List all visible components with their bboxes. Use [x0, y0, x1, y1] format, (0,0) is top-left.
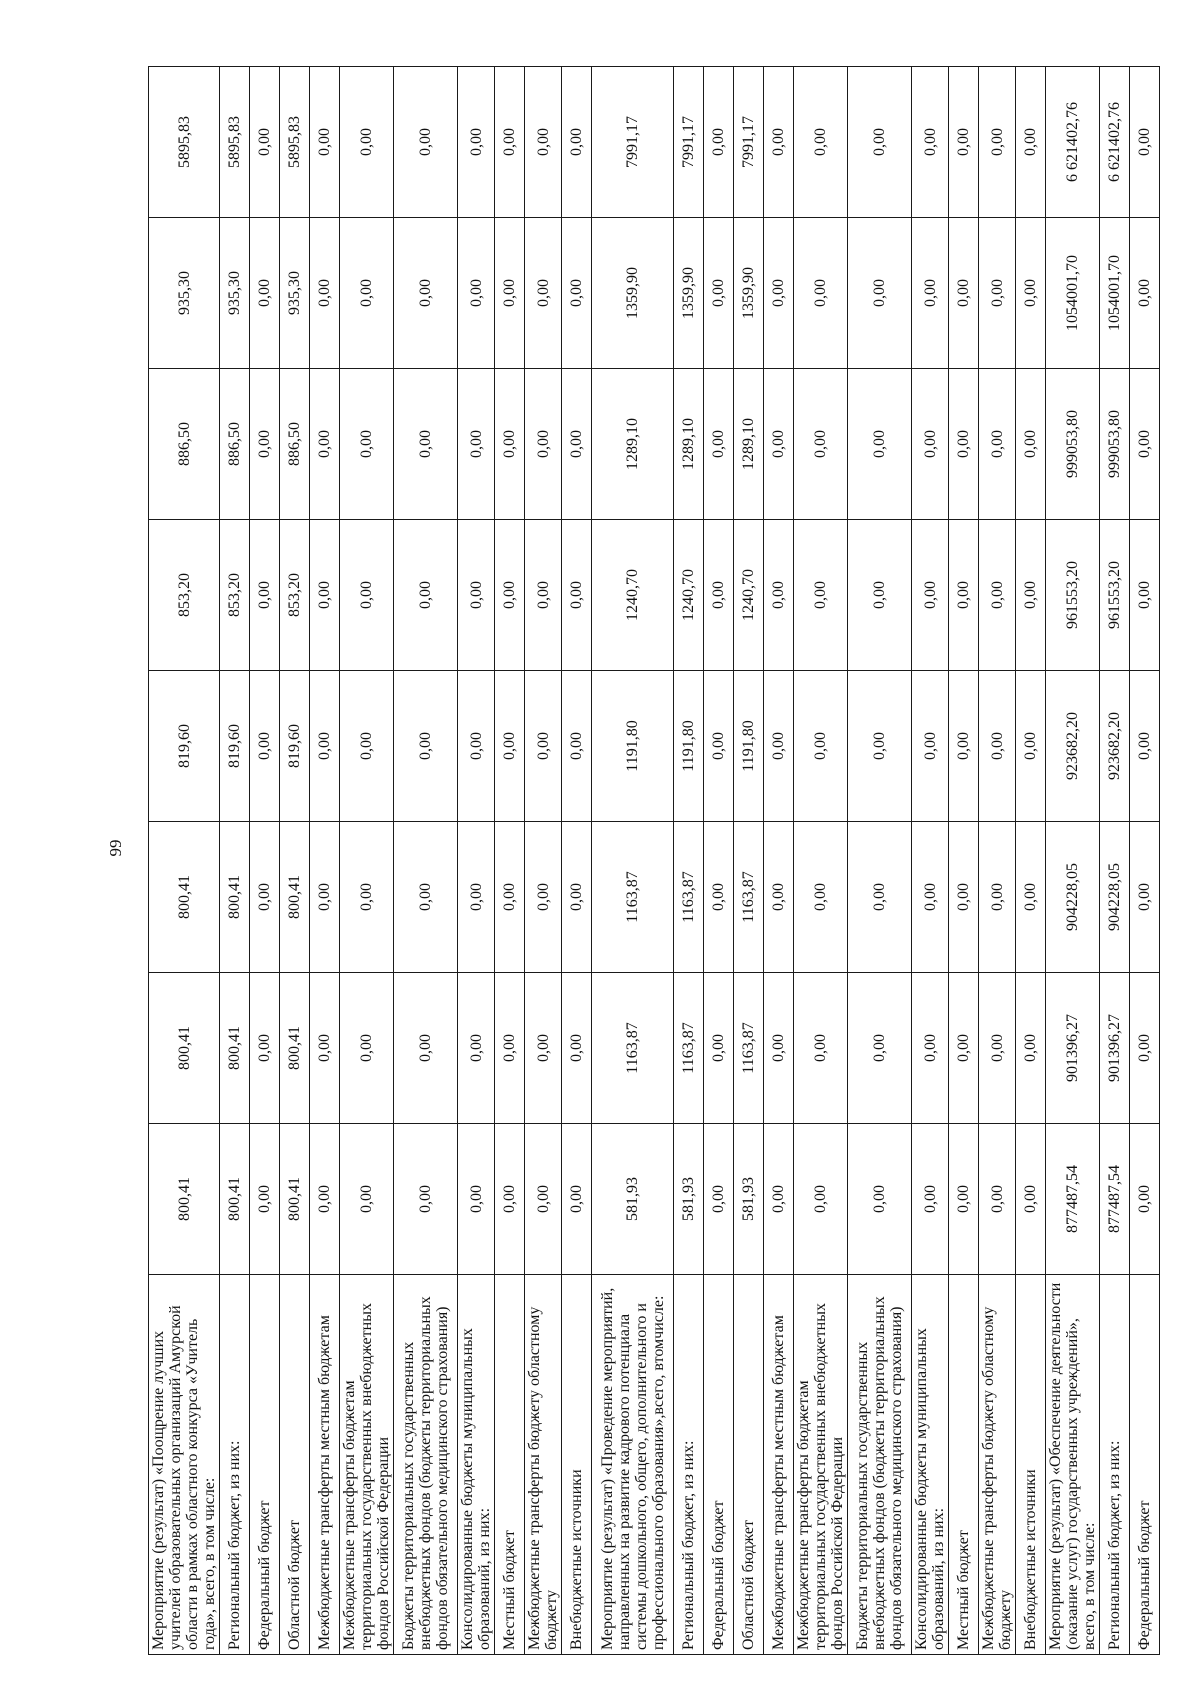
value-cell: 0,00 [310, 218, 340, 369]
value-cell: 877487,54 [1046, 1124, 1100, 1275]
value-cell: 800,41 [220, 1124, 250, 1275]
value-cell: 904228,05 [1046, 822, 1100, 973]
value-cell: 0,00 [1016, 67, 1046, 218]
value-cell: 1054001,70 [1100, 218, 1130, 369]
value-cell: 0,00 [250, 1124, 280, 1275]
value-cell: 0,00 [794, 973, 848, 1124]
value-cell: 1191,80 [592, 671, 674, 822]
value-cell: 0,00 [310, 973, 340, 1124]
page-number: 99 [106, 839, 125, 857]
value-cell: 0,00 [394, 520, 458, 671]
value-cell: 0,00 [979, 1124, 1016, 1275]
value-cell: 0,00 [912, 218, 949, 369]
table-row [949, 67, 979, 1655]
value-cell: 0,00 [340, 1124, 394, 1275]
value-cell: 0,00 [794, 67, 848, 218]
value-cell: 581,93 [734, 1124, 764, 1275]
table-row [310, 67, 340, 1655]
value-cell: 0,00 [794, 671, 848, 822]
value-cell: 0,00 [848, 822, 912, 973]
value-cell: 581,93 [592, 1124, 674, 1275]
value-cell: 0,00 [562, 822, 592, 973]
budget-table-body [149, 67, 1160, 1655]
value-cell: 0,00 [794, 822, 848, 973]
value-cell: 0,00 [912, 671, 949, 822]
value-cell: 0,00 [250, 973, 280, 1124]
value-cell: 0,00 [1130, 67, 1160, 218]
value-cell: 0,00 [340, 67, 394, 218]
value-cell: 0,00 [525, 822, 562, 973]
table-row [562, 67, 592, 1655]
value-cell: 0,00 [250, 671, 280, 822]
value-cell: 853,20 [149, 520, 220, 671]
value-cell: 0,00 [764, 822, 794, 973]
value-cell: 853,20 [220, 520, 250, 671]
value-cell: 0,00 [949, 973, 979, 1124]
value-cell: 7991,17 [674, 67, 704, 218]
table-row [1016, 67, 1046, 1655]
value-cell: 0,00 [848, 973, 912, 1124]
value-cell: 0,00 [458, 973, 495, 1124]
value-cell: 0,00 [912, 520, 949, 671]
table-row [525, 67, 562, 1655]
value-cell: 0,00 [764, 520, 794, 671]
value-cell: 0,00 [340, 218, 394, 369]
value-cell: 800,41 [280, 1124, 310, 1275]
value-cell: 800,41 [149, 822, 220, 973]
value-cell: 0,00 [704, 822, 734, 973]
value-cell: 1163,87 [734, 822, 764, 973]
table-row [794, 67, 848, 1655]
value-cell: 0,00 [764, 218, 794, 369]
value-cell: 0,00 [250, 822, 280, 973]
value-cell: 886,50 [149, 369, 220, 520]
value-cell: 935,30 [280, 218, 310, 369]
value-cell: 1289,10 [734, 369, 764, 520]
value-cell: 0,00 [949, 218, 979, 369]
table-row [250, 67, 280, 1655]
value-cell: 0,00 [495, 822, 525, 973]
value-cell: 0,00 [848, 218, 912, 369]
row-label: Федеральный бюджет [704, 1275, 734, 1655]
value-cell: 0,00 [340, 671, 394, 822]
value-cell: 0,00 [525, 520, 562, 671]
value-cell: 0,00 [912, 1124, 949, 1275]
value-cell: 0,00 [1016, 369, 1046, 520]
value-cell: 853,20 [280, 520, 310, 671]
row-label: Внебюджетные источники [1016, 1275, 1046, 1655]
value-cell: 0,00 [525, 1124, 562, 1275]
value-cell: 0,00 [495, 520, 525, 671]
value-cell: 1163,87 [592, 973, 674, 1124]
value-cell: 0,00 [250, 67, 280, 218]
row-label: Федеральный бюджет [250, 1275, 280, 1655]
value-cell: 0,00 [394, 822, 458, 973]
value-cell: 0,00 [1130, 822, 1160, 973]
value-cell: 0,00 [340, 520, 394, 671]
value-cell: 0,00 [458, 369, 495, 520]
value-cell: 0,00 [1130, 973, 1160, 1124]
value-cell: 935,30 [220, 218, 250, 369]
value-cell: 0,00 [912, 822, 949, 973]
value-cell: 0,00 [562, 67, 592, 218]
value-cell: 0,00 [1130, 1124, 1160, 1275]
value-cell: 0,00 [458, 520, 495, 671]
value-cell: 0,00 [764, 1124, 794, 1275]
value-cell: 819,60 [149, 671, 220, 822]
value-cell: 1163,87 [592, 822, 674, 973]
value-cell: 0,00 [495, 671, 525, 822]
value-cell: 0,00 [394, 67, 458, 218]
value-cell: 886,50 [220, 369, 250, 520]
table-row [592, 67, 674, 1655]
value-cell: 0,00 [794, 218, 848, 369]
value-cell: 0,00 [848, 369, 912, 520]
value-cell: 0,00 [979, 67, 1016, 218]
value-cell: 0,00 [495, 369, 525, 520]
value-cell: 5895,83 [149, 67, 220, 218]
value-cell: 1163,87 [734, 973, 764, 1124]
value-cell: 0,00 [704, 67, 734, 218]
value-cell: 5895,83 [280, 67, 310, 218]
value-cell: 0,00 [495, 67, 525, 218]
value-cell: 0,00 [1130, 369, 1160, 520]
value-cell: 800,41 [149, 973, 220, 1124]
row-label: Межбюджетные трансферты местным бюджетам [764, 1275, 794, 1655]
value-cell: 0,00 [310, 671, 340, 822]
budget-table [148, 66, 1160, 1655]
value-cell: 0,00 [562, 520, 592, 671]
value-cell: 0,00 [979, 218, 1016, 369]
value-cell: 0,00 [562, 218, 592, 369]
value-cell: 1359,90 [734, 218, 764, 369]
value-cell: 0,00 [525, 369, 562, 520]
value-cell: 0,00 [310, 1124, 340, 1275]
table-row [1100, 67, 1130, 1655]
value-cell: 961553,20 [1100, 520, 1130, 671]
row-label: Местный бюджет [949, 1275, 979, 1655]
value-cell: 1359,90 [674, 218, 704, 369]
value-cell: 0,00 [340, 822, 394, 973]
row-label: Консолидированные бюджеты муниципальных образований, из них: [458, 1275, 495, 1655]
table-row [149, 67, 220, 1655]
value-cell: 6 621402,76 [1100, 67, 1130, 218]
value-cell: 0,00 [1130, 218, 1160, 369]
value-cell: 0,00 [310, 369, 340, 520]
value-cell: 0,00 [949, 671, 979, 822]
value-cell: 0,00 [250, 369, 280, 520]
value-cell: 0,00 [495, 218, 525, 369]
value-cell: 0,00 [1130, 520, 1160, 671]
value-cell: 923682,20 [1046, 671, 1100, 822]
value-cell: 0,00 [394, 218, 458, 369]
row-label: Федеральный бюджет [1130, 1275, 1160, 1655]
value-cell: 0,00 [340, 973, 394, 1124]
value-cell: 999053,80 [1100, 369, 1130, 520]
value-cell: 0,00 [458, 1124, 495, 1275]
value-cell: 1240,70 [592, 520, 674, 671]
value-cell: 0,00 [848, 520, 912, 671]
value-cell: 0,00 [912, 369, 949, 520]
value-cell: 0,00 [525, 67, 562, 218]
value-cell: 0,00 [704, 369, 734, 520]
value-cell: 800,41 [280, 973, 310, 1124]
table-row [704, 67, 734, 1655]
table-row [734, 67, 764, 1655]
value-cell: 0,00 [525, 671, 562, 822]
value-cell: 0,00 [495, 1124, 525, 1275]
value-cell: 0,00 [848, 1124, 912, 1275]
value-cell: 0,00 [458, 671, 495, 822]
value-cell: 0,00 [912, 973, 949, 1124]
value-cell: 0,00 [949, 67, 979, 218]
value-cell: 877487,54 [1100, 1124, 1130, 1275]
table-row [280, 67, 310, 1655]
value-cell: 0,00 [764, 671, 794, 822]
value-cell: 961553,20 [1046, 520, 1100, 671]
value-cell: 0,00 [1016, 1124, 1046, 1275]
value-cell: 0,00 [704, 520, 734, 671]
row-label: Межбюджетные трансферты местным бюджетам [310, 1275, 340, 1655]
value-cell: 0,00 [848, 671, 912, 822]
value-cell: 0,00 [704, 1124, 734, 1275]
value-cell: 800,41 [149, 1124, 220, 1275]
value-cell: 0,00 [764, 67, 794, 218]
value-cell: 0,00 [979, 973, 1016, 1124]
value-cell: 901396,27 [1100, 973, 1130, 1124]
value-cell: 0,00 [704, 218, 734, 369]
value-cell: 0,00 [394, 973, 458, 1124]
value-cell: 1191,80 [734, 671, 764, 822]
value-cell: 0,00 [340, 369, 394, 520]
table-row [1046, 67, 1100, 1655]
value-cell: 0,00 [458, 822, 495, 973]
value-cell: 0,00 [394, 671, 458, 822]
row-label: Бюджеты территориальных государственных внебюджетных фондов (бюджеты территориальных фондов обязательного медицинского страхования) [394, 1275, 458, 1655]
row-label: Внебюджетные источники [562, 1275, 592, 1655]
value-cell: 0,00 [562, 671, 592, 822]
table-row [495, 67, 525, 1655]
value-cell: 0,00 [1016, 973, 1046, 1124]
value-cell: 923682,20 [1100, 671, 1130, 822]
row-label: Областной бюджет [734, 1275, 764, 1655]
table-row [340, 67, 394, 1655]
row-label: Межбюджетные трансферты бюджетам территориальных государственных внебюджетных фондов Российской Федерации [340, 1275, 394, 1655]
table-row [394, 67, 458, 1655]
value-cell: 0,00 [562, 1124, 592, 1275]
value-cell: 800,41 [220, 822, 250, 973]
row-label: Региональный бюджет, из них: [1100, 1275, 1130, 1655]
table-row [674, 67, 704, 1655]
value-cell: 819,60 [220, 671, 250, 822]
value-cell: 0,00 [949, 520, 979, 671]
row-label: Межбюджетные трансферты бюджету областному бюджету [525, 1275, 562, 1655]
value-cell: 1289,10 [592, 369, 674, 520]
value-cell: 0,00 [949, 369, 979, 520]
row-label: Мероприятие (результат) «Проведение мероприятий, направленных на развитие кадрового потенциала системы дошкольного, общего, дополнительного и профессионального образования»,всего, втомчисле: [592, 1275, 674, 1655]
table-row [220, 67, 250, 1655]
value-cell: 1240,70 [734, 520, 764, 671]
table-row [848, 67, 912, 1655]
value-cell: 0,00 [794, 520, 848, 671]
value-cell: 1191,80 [674, 671, 704, 822]
value-cell: 0,00 [979, 822, 1016, 973]
value-cell: 0,00 [562, 973, 592, 1124]
value-cell: 0,00 [949, 822, 979, 973]
value-cell: 999053,80 [1046, 369, 1100, 520]
value-cell: 904228,05 [1100, 822, 1130, 973]
value-cell: 901396,27 [1046, 973, 1100, 1124]
value-cell: 0,00 [979, 520, 1016, 671]
value-cell: 0,00 [562, 369, 592, 520]
value-cell: 0,00 [764, 973, 794, 1124]
value-cell: 0,00 [979, 671, 1016, 822]
value-cell: 0,00 [704, 973, 734, 1124]
value-cell: 1163,87 [674, 822, 704, 973]
row-label: Межбюджетные трансферты бюджетам территориальных государственных внебюджетных фондов Российской Федерации [794, 1275, 848, 1655]
value-cell: 1359,90 [592, 218, 674, 369]
row-label: Региональный бюджет, из них: [220, 1275, 250, 1655]
value-cell: 0,00 [704, 671, 734, 822]
value-cell: 0,00 [1130, 671, 1160, 822]
row-label: Мероприятие (результат) «Обеспечение деятельности (оказание услуг) государственных учреждений», всего, в том числе: [1046, 1275, 1100, 1655]
value-cell: 0,00 [794, 369, 848, 520]
value-cell: 0,00 [764, 369, 794, 520]
value-cell: 0,00 [1016, 671, 1046, 822]
value-cell: 935,30 [149, 218, 220, 369]
value-cell: 0,00 [794, 1124, 848, 1275]
table-row [764, 67, 794, 1655]
row-label: Консолидированные бюджеты муниципальных образований, из них: [912, 1275, 949, 1655]
value-cell: 0,00 [394, 1124, 458, 1275]
row-label: Местный бюджет [495, 1275, 525, 1655]
value-cell: 0,00 [848, 67, 912, 218]
value-cell: 6 621402,76 [1046, 67, 1100, 218]
row-label: Региональный бюджет, из них: [674, 1275, 704, 1655]
value-cell: 1163,87 [674, 973, 704, 1124]
value-cell: 581,93 [674, 1124, 704, 1275]
table-row [979, 67, 1016, 1655]
value-cell: 7991,17 [592, 67, 674, 218]
value-cell: 0,00 [912, 67, 949, 218]
value-cell: 1240,70 [674, 520, 704, 671]
value-cell: 1054001,70 [1046, 218, 1100, 369]
value-cell: 0,00 [310, 520, 340, 671]
row-label: Межбюджетные трансферты бюджету областному бюджету [979, 1275, 1016, 1655]
table-row [458, 67, 495, 1655]
value-cell: 0,00 [949, 1124, 979, 1275]
value-cell: 0,00 [1016, 822, 1046, 973]
value-cell: 0,00 [495, 973, 525, 1124]
value-cell: 0,00 [310, 822, 340, 973]
value-cell: 0,00 [250, 520, 280, 671]
budget-table-rotated [148, 67, 1153, 1655]
value-cell: 0,00 [525, 973, 562, 1124]
value-cell: 0,00 [394, 369, 458, 520]
value-cell: 1289,10 [674, 369, 704, 520]
value-cell: 0,00 [1016, 520, 1046, 671]
value-cell: 0,00 [1016, 218, 1046, 369]
value-cell: 0,00 [979, 369, 1016, 520]
value-cell: 0,00 [310, 67, 340, 218]
table-row [1130, 67, 1160, 1655]
value-cell: 0,00 [458, 218, 495, 369]
value-cell: 800,41 [280, 822, 310, 973]
value-cell: 0,00 [458, 67, 495, 218]
value-cell: 0,00 [525, 218, 562, 369]
table-row [912, 67, 949, 1655]
value-cell: 5895,83 [220, 67, 250, 218]
value-cell: 7991,17 [734, 67, 764, 218]
value-cell: 0,00 [250, 218, 280, 369]
value-cell: 819,60 [280, 671, 310, 822]
value-cell: 886,50 [280, 369, 310, 520]
value-cell: 800,41 [220, 973, 250, 1124]
row-label: Бюджеты территориальных государственных внебюджетных фондов (бюджеты территориальных фондов обязательного медицинского страхования) [848, 1275, 912, 1655]
row-label: Областной бюджет [280, 1275, 310, 1655]
row-label: Мероприятие (результат) «Поощрение лучших учителей образовательных организаций Амурской области в рамках областного конкурса «Учитель года», всего, в том числе: [149, 1275, 220, 1655]
